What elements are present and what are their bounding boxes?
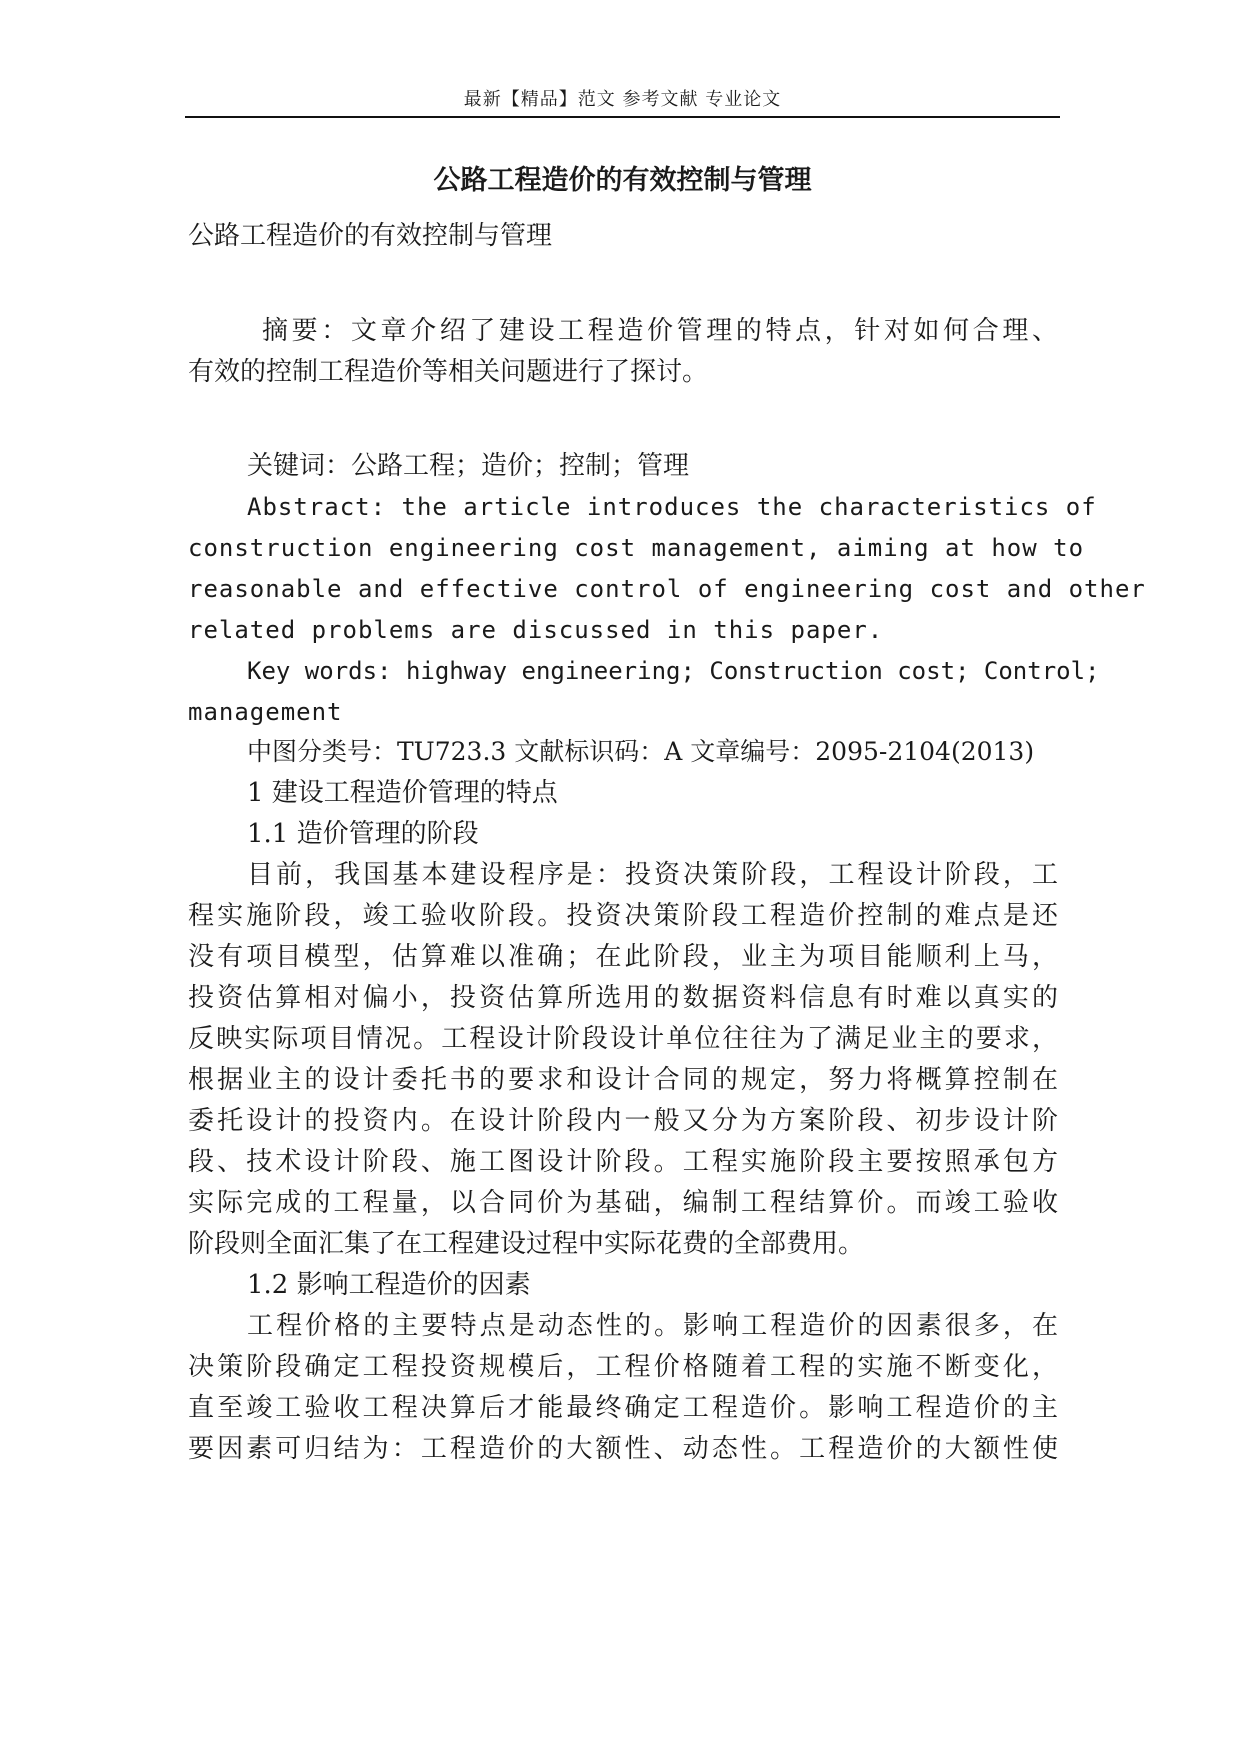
keywords-en-line: Key words: highway engineering; Construction cost; Control; bbox=[247, 657, 1100, 685]
paragraph-line: 直至竣工验收工程决算后才能最终确定工程造价。影响工程造价的主 bbox=[188, 1393, 1058, 1423]
header-divider bbox=[185, 116, 1060, 118]
keywords-en-line: management bbox=[188, 698, 343, 726]
paragraph-line: 目前，我国基本建设程序是：投资决策阶段，工程设计阶段，工 bbox=[247, 860, 1058, 890]
paragraph-line: 委托设计的投资内。在设计阶段内一般又分为方案阶段、初步设计阶 bbox=[188, 1106, 1058, 1136]
abstract-en-line: reasonable and effective control of engineering cost and other bbox=[188, 575, 1146, 603]
paragraph-line: 实际完成的工程量，以合同价为基础，编制工程结算价。而竣工验收 bbox=[188, 1188, 1058, 1218]
paragraph-line: 投资估算相对偏小，投资估算所选用的数据资料信息有时难以真实的 bbox=[188, 983, 1058, 1013]
paragraph-line: 要因素可归结为：工程造价的大额性、动态性。工程造价的大额性使 bbox=[188, 1434, 1058, 1464]
paragraph-line: 工程价格的主要特点是动态性的。影响工程造价的因素很多，在 bbox=[247, 1311, 1058, 1341]
classification-line: 中图分类号：TU723.3 文献标识码：A 文章编号：2095-2104(2013) bbox=[247, 737, 1035, 766]
paragraph-line: 反映实际项目情况。工程设计阶段设计单位往往为了满足业主的要求， bbox=[188, 1024, 1058, 1054]
paragraph-line: 根据业主的设计委托书的要求和设计合同的规定，努力将概算控制在 bbox=[188, 1065, 1058, 1095]
paragraph-line: 阶段则全面汇集了在工程建设过程中实际花费的全部费用。 bbox=[188, 1229, 865, 1259]
abstract-en-line: construction engineering cost management, aiming at how to bbox=[188, 534, 1085, 562]
paragraph-line: 没有项目模型，估算难以准确；在此阶段，业主为项目能顺利上马， bbox=[188, 942, 1058, 972]
abstract-line: 摘要：文章介绍了建设工程造价管理的特点，针对如何合理、 bbox=[262, 316, 1058, 346]
section-heading: 1 建设工程造价管理的特点 bbox=[247, 778, 558, 808]
document-subtitle: 公路工程造价的有效控制与管理 bbox=[188, 221, 553, 251]
subsection-heading: 1.2 影响工程造价的因素 bbox=[247, 1270, 531, 1300]
paragraph-line: 程实施阶段，竣工验收阶段。投资决策阶段工程造价控制的难点是还 bbox=[188, 901, 1058, 931]
keywords: 关键词：公路工程；造价；控制；管理 bbox=[247, 451, 690, 481]
page-header: 最新【精品】范文 参考文献 专业论文 bbox=[463, 89, 782, 110]
subsection-heading: 1.1 造价管理的阶段 bbox=[247, 819, 479, 849]
paragraph-line: 决策阶段确定工程投资规模后，工程价格随着工程的实施不断变化， bbox=[188, 1352, 1058, 1382]
abstract-line: 有效的控制工程造价等相关问题进行了探讨。 bbox=[188, 357, 709, 387]
document-title: 公路工程造价的有效控制与管理 bbox=[433, 165, 812, 196]
abstract-en-line: Abstract: the article introduces the characteristics of bbox=[247, 493, 1097, 521]
paragraph-line: 段、技术设计阶段、施工图设计阶段。工程实施阶段主要按照承包方 bbox=[188, 1147, 1058, 1177]
abstract-en-line: related problems are discussed in this paper. bbox=[188, 616, 884, 644]
